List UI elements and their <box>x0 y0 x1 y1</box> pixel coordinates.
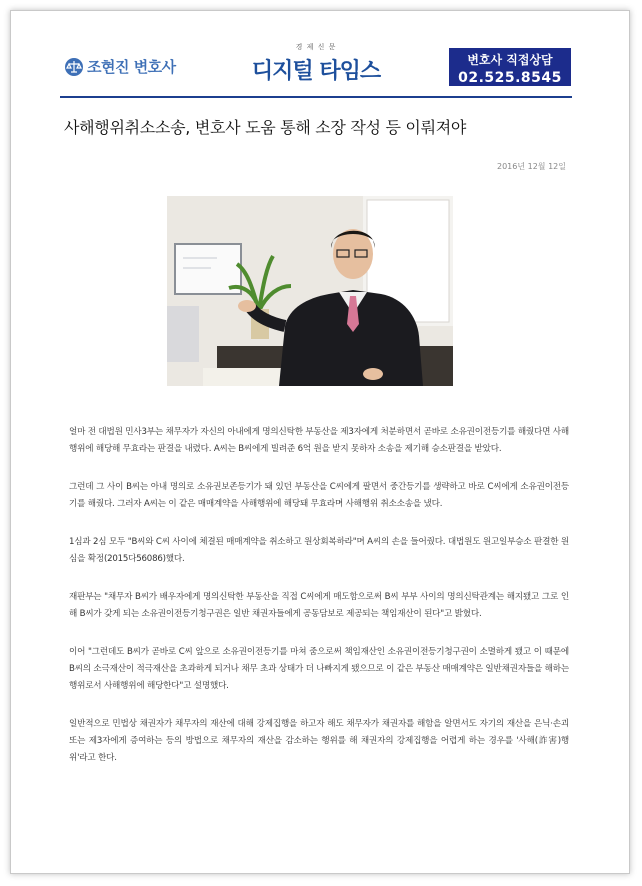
consultation-box[interactable] <box>449 48 571 86</box>
lawyer-name: 조현진 변호사 <box>87 58 176 76</box>
consultation-phone[interactable]: 02.525.8545 <box>458 70 562 86</box>
newspaper-name: 디지털 타임스 <box>251 59 381 84</box>
newspaper-logo <box>246 42 386 85</box>
scales-of-justice-icon <box>64 57 84 77</box>
newspaper-subtitle: 경 제 신 문 <box>295 43 337 51</box>
header-divider <box>60 96 572 98</box>
lawyer-brand <box>64 56 176 77</box>
article-body <box>69 424 569 788</box>
article-paragraph: 일반적으로 민법상 채권자가 채무자의 재산에 대해 강제집행을 하고자 해도 채무자가 채권자를 해함을 알면서도 자기의 재산을 은닉·손괴 또는 제3자에게 증여하는 등의 방법으로 채무자의 재산을 감소하는 행위를 해 채권자의 강제집행을 어렵게 하는 경우를 '사해(詐害)행위'라고 한다. <box>69 719 569 763</box>
lawyer-photo <box>167 196 453 386</box>
lawyer-photo-illustration <box>167 196 453 386</box>
article-paragraph: 1심과 2심 모두 "B씨와 C씨 사이에 체결된 매매계약을 취소하고 원상회복하라"며 A씨의 손을 들어줬다. 대법원도 원고일부승소 판결한 원심을 확정(2015다56086)했다. <box>69 537 569 564</box>
article-paragraph: 그런데 그 사이 B씨는 아내 명의로 소유권보존등기가 돼 있던 부동산을 C씨에게 팔면서 중간등기를 생략하고 바로 C씨에게 소유권이전등기를 해줬다. 그러자 A씨는 이 같은 매매계약을 사해행위에 해당돼 무효라며 사해행위 취소소송을 냈다. <box>69 482 569 509</box>
article-paragraph: 얼마 전 대법원 민사3부는 채무자가 자신의 아내에게 명의신탁한 부동산을 제3자에게 처분하면서 곧바로 소유권이전등기를 해줬다면 사해행위에 해당해 무효라는 판결을 내렸다. A씨는 B씨에게 빌려준 6억 원을 받지 못하자 소송을 제기해 승소판결을 받았다. <box>69 427 569 454</box>
article-paragraph: 이어 "그런데도 B씨가 곧바로 C씨 앞으로 소유권이전등기를 마쳐 줌으로써 책임재산인 소유권이전등기청구권이 소멸하게 됐고 이 때문에 B씨의 소극재산이 적극재산을 초과하게 되거나 채무 초과 상태가 더 나빠지게 됐으므로 이 같은 부동산 매매계약은 일반채권자들을 해하는 행위로서 사해행위에 해당한다"고 설명했다. <box>69 647 569 691</box>
article-date: 2016년 12월 12일 <box>497 162 566 171</box>
article-paragraph: 재판부는 "채무자 B씨가 배우자에게 명의신탁한 부동산을 직접 C씨에게 매도함으로써 B씨 부부 사이의 명의신탁관계는 해지됐고 그로 인해 B씨가 갖게 되는 소유권이전등기청구권은 일반 채권자들에게 공동담보로 제공되는 책임재산이 된다"고 밝혔다. <box>69 592 569 619</box>
article-title: 사해행위취소소송, 변호사 도움 통해 소장 작성 등 이뤄져야 <box>64 118 467 137</box>
consultation-label: 변호사 직접상담 <box>467 53 553 67</box>
newspaper-header <box>60 38 572 96</box>
